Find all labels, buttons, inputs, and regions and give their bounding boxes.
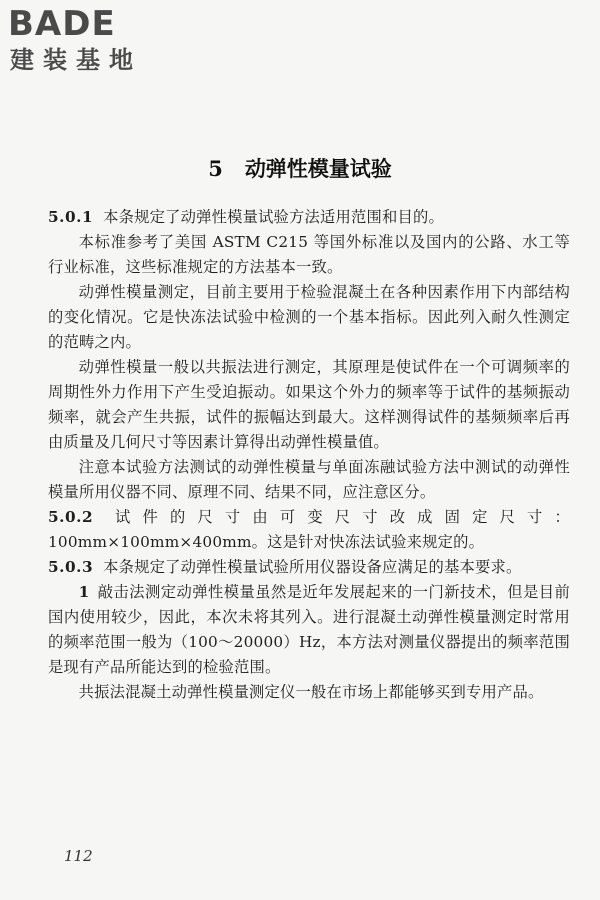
section-5-0-1 (48, 205, 570, 230)
section-5-0-3 (48, 555, 570, 580)
list-item-1 (48, 580, 570, 680)
bade-logo (8, 4, 188, 84)
paragraph: 动弹性模量一般以共振法进行测定，其原理是使试件在一个可调频率的周期性外力作用下产生受迫振动。如果这个外力的频率等于试件的基频振动频率，就会产生共振，试件的振幅达到最大。这样测得试件的基频频率后再由质量及几何尺寸等因素计算得出动弹性模量值。 (48, 358, 570, 451)
clause-number: 5.0.3 (48, 558, 94, 576)
paragraph-text: 敲击法测定动弹性模量虽然是近年发展起来的一门新技术，但是目前国内使用较少，因此，本次未将其列入。进行混凝土动弹性模量测定时常用的频率范围一般为（100～20000）Hz，本方法对测量仪器提出的频率范围是现有产品所能达到的检验范围。 (48, 583, 570, 676)
clause-number: 5.0.1 (48, 208, 94, 226)
paragraph: 注意本试验方法测试的动弹性模量与单面冻融试验方法中测试的动弹性模量所用仪器不同、原理不同、结果不同，应注意区分。 (48, 458, 570, 501)
paragraph: 共振法混凝土动弹性模量测定仪一般在市场上都能够买到专用产品。 (78, 683, 544, 701)
body-text (48, 205, 570, 705)
clause-number: 5.0.2 (48, 508, 94, 526)
paragraph-text: 本条规定了动弹性模量试验所用仪器设备应满足的基本要求。 (103, 558, 522, 576)
section-5-0-2 (48, 505, 570, 555)
paragraph-text: 本条规定了动弹性模量试验方法适用范围和目的。 (103, 208, 445, 226)
logo-subtitle: 建装基地 (10, 46, 142, 74)
chapter-number: 5 (208, 156, 223, 182)
chapter-title (0, 155, 600, 183)
chapter-title-text: 动弹性模量试验 (244, 156, 392, 182)
item-number: 1 (78, 583, 90, 601)
logo-wordmark: BADE (8, 4, 116, 44)
paragraph-text: 试件的尺寸由可变尺寸改成固定尺寸：100mm×100mm×400mm。这是针对快冻法试验来规定的。 (48, 508, 570, 551)
paragraph: 动弹性模量测定，目前主要用于检验混凝土在各种因素作用下内部结构的变化情况。它是快冻法试验中检测的一个基本指标。因此列入耐久性测定的范畴之内。 (48, 283, 570, 351)
paragraph: 本标准参考了美国 ASTM C215 等国外标准以及国内的公路、水工等行业标准，这些标准规定的方法基本一致。 (48, 233, 570, 276)
page-number: 112 (64, 847, 93, 865)
